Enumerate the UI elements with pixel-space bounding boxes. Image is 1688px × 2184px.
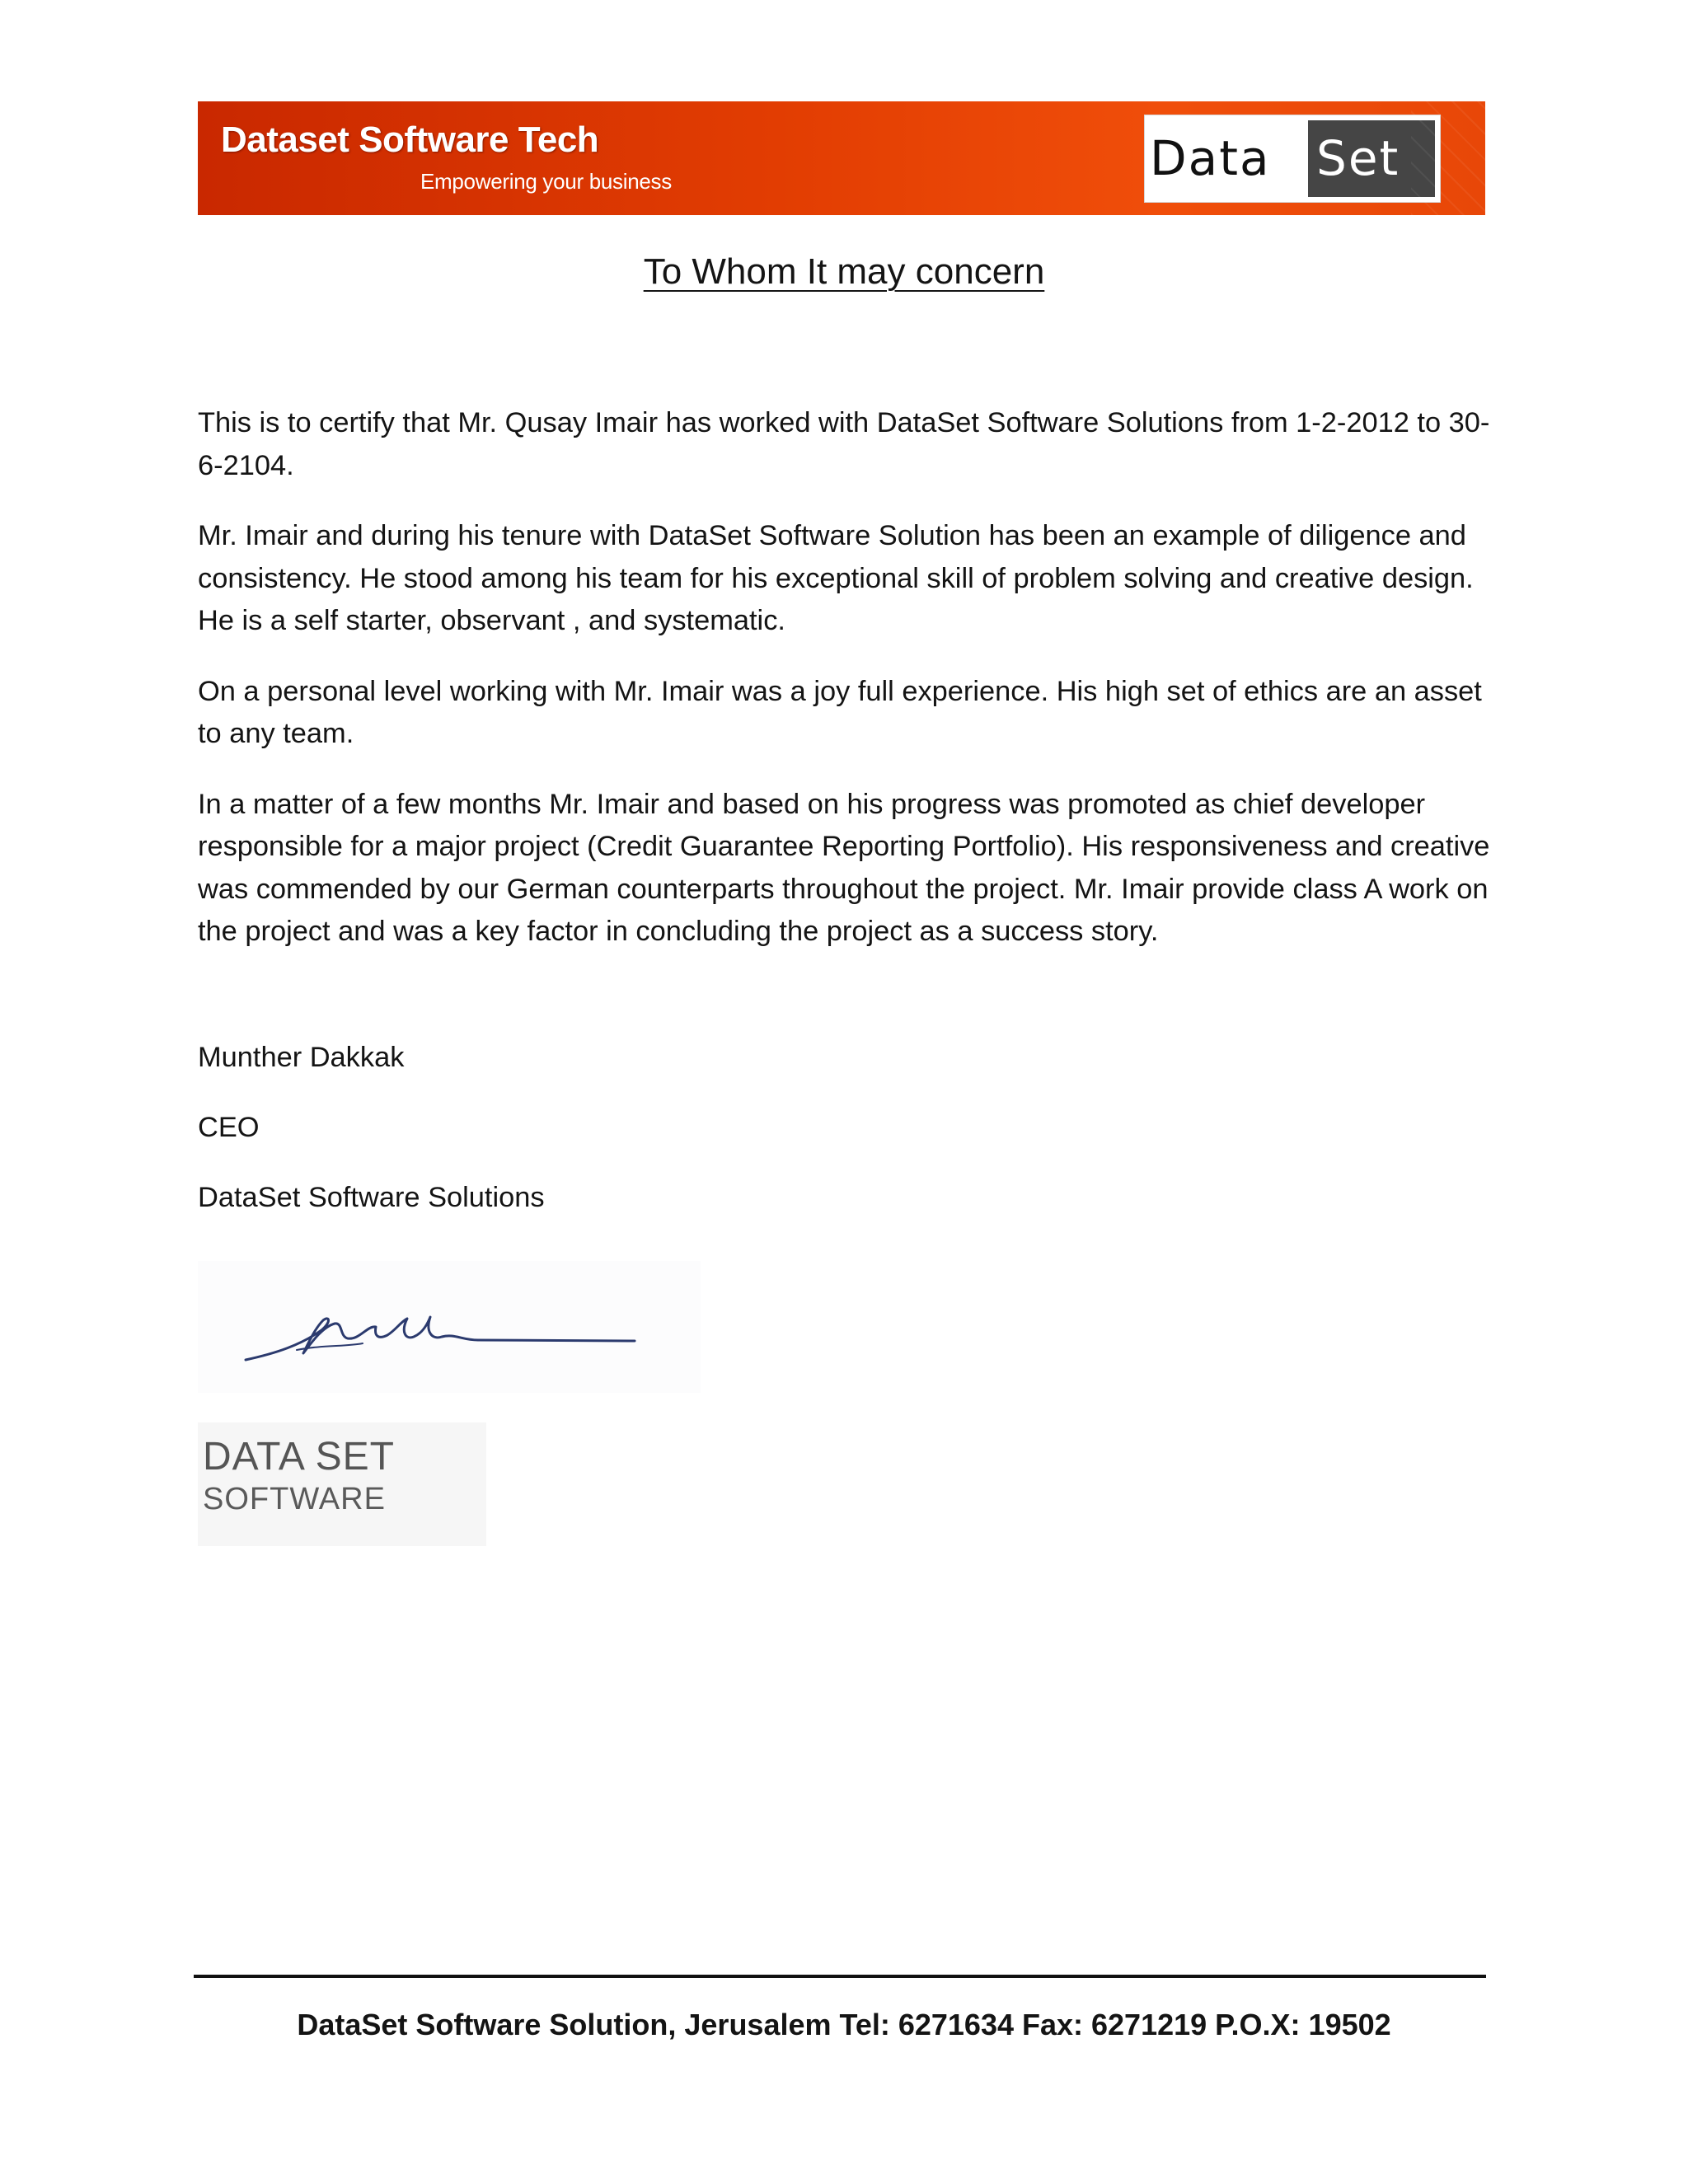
- paragraph-personal: On a personal level working with Mr. Imair was a joy full experience. His high set of ethics are an asset to any team.: [198, 675, 1482, 749]
- stamp-line-2: SOFTWARE: [203, 1482, 386, 1516]
- signatory-position: CEO: [198, 1112, 260, 1143]
- signatory-company: DataSet Software Solutions: [198, 1182, 545, 1213]
- handwritten-signature: [198, 1261, 701, 1393]
- footer-divider: [194, 1975, 1486, 1978]
- letterhead-banner: [198, 101, 1485, 215]
- letter-body: [198, 402, 1492, 982]
- signatory-name: Munther Dakkak: [198, 1042, 405, 1073]
- footer-contact: DataSet Software Solution, Jerusalem Tel: 6271634 Fax: 6271219 P.O.X: 19502: [297, 2008, 1391, 2041]
- logo-dark-block: [1308, 120, 1435, 197]
- page-title: To Whom It may concern: [643, 251, 1045, 292]
- logo-text-left: Data: [1150, 130, 1271, 186]
- company-stamp: [198, 1422, 486, 1546]
- logo-text-right: Set: [1316, 130, 1400, 186]
- paragraph-tenure: Mr. Imair and during his tenure with DataSet Software Solution has been an example of diligence and consistency. He stood among his team for his exceptional skill of problem solving and creative design. He is a self starter, observant , and systematic.: [198, 520, 1474, 636]
- company-tagline: Empowering your business: [420, 169, 672, 194]
- paragraph-promotion: In a matter of a few months Mr. Imair and based on his progress was promoted as chief developer responsible for a major project (Credit Guarantee Reporting Portfolio). His responsiveness and creative was commended by our German counterparts throughout the project. Mr. Imair provide class A work on the project and was a key factor in concluding the project as a success story.: [198, 788, 1490, 947]
- paragraph-certification: This is to certify that Mr. Qusay Imair has worked with DataSet Software Solutions from 1-2-2012 to 30-6-2104.: [198, 407, 1490, 481]
- company-logo: [1144, 115, 1441, 203]
- company-name: Dataset Software Tech: [221, 120, 599, 160]
- stamp-line-1: DATA SET: [203, 1435, 395, 1479]
- signature-strokes: [198, 1261, 701, 1393]
